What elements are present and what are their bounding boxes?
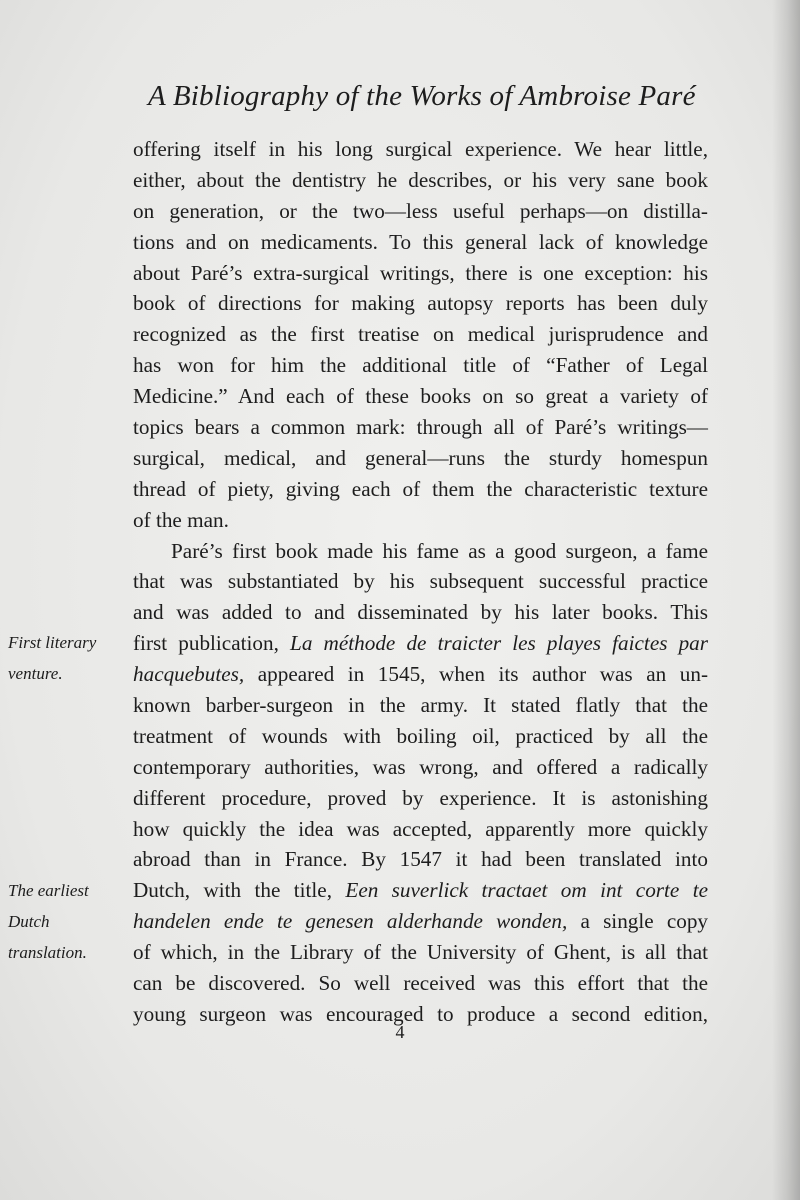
text-line: different procedure, proved by experience. It is astonishing: [133, 785, 708, 810]
text-line: how quickly the idea was accepted, apparently more quickly: [133, 816, 708, 841]
body-text: [133, 134, 708, 1030]
text-line: of which, in the Library of the University of Ghent, is all that: [133, 940, 708, 965]
book-title-italic: handelen ende te genesen alderhande wonden,: [133, 909, 568, 934]
marginal-note-line: venture.: [8, 663, 63, 683]
running-head: A Bibliography of the Works of Ambroise Paré: [148, 80, 696, 112]
spine-shadow: [772, 0, 800, 1200]
text-line: has won for him the additional title of “Father of Legal: [133, 353, 708, 378]
text-line: [133, 628, 708, 659]
text-line: contemporary authorities, was wrong, and offered a radically: [133, 754, 708, 779]
text-line: book of directions for making autopsy reports has been duly: [133, 291, 708, 316]
text-line-paragraph-start: Paré’s first book made his fame as a good surgeon, a fame: [171, 538, 708, 563]
marginal-note-line: The earliest: [8, 881, 89, 900]
text-span: first publication,: [133, 631, 279, 656]
text-line: known barber-surgeon in the army. It stated flatly that the: [133, 693, 708, 718]
text-line: thread of piety, giving each of them the characteristic texture: [133, 476, 708, 501]
text-span: appeared in 1545, when its author was an un-: [257, 662, 709, 687]
text-line: on generation, or the two—less useful perhaps—on distilla-: [133, 198, 708, 223]
text-line: young surgeon was encouraged to produce a second edition,: [133, 1001, 708, 1026]
text-line: of the man.: [133, 507, 229, 532]
text-line: tions and on medicaments. To this general lack of knowledge: [133, 229, 708, 254]
text-span: a single copy: [580, 909, 709, 934]
text-line: about Paré’s extra-surgical writings, there is one exception: his: [133, 260, 708, 285]
marginal-note-first-literary-venture: [8, 628, 96, 690]
book-title-italic: La méthode de traicter les playes faictes par: [290, 631, 709, 656]
text-line: [133, 875, 708, 906]
page-number: 4: [395, 1022, 405, 1042]
text-line: either, about the dentistry he describes, or his very sane book: [133, 167, 708, 192]
text-line: abroad than in France. By 1547 it had been translated into: [133, 847, 708, 872]
book-title-italic: Een suverlick tractaet om int corte te: [345, 878, 708, 903]
marginal-note-line: Dutch: [8, 911, 50, 931]
marginal-note-earliest-dutch-translation: [8, 876, 89, 969]
text-line: topics bears a common mark: through all of Paré’s writings—: [133, 415, 708, 440]
text-line: [133, 659, 708, 690]
marginal-note-line: translation.: [8, 942, 87, 962]
text-line: and was added to and disseminated by his later books. This: [133, 600, 708, 625]
text-line: can be discovered. So well received was this effort that the: [133, 971, 708, 996]
text-line: Medicine.” And each of these books on so great a variety of: [133, 384, 708, 409]
text-line: treatment of wounds with boiling oil, practiced by all the: [133, 723, 708, 748]
marginal-note-line: First literary: [8, 633, 97, 652]
book-title-italic: hacquebutes,: [133, 662, 245, 687]
text-line: offering itself in his long surgical experience. We hear little,: [133, 137, 708, 161]
text-line: [133, 906, 708, 937]
text-span: Dutch, with the title,: [133, 878, 332, 903]
text-line: that was substantiated by his subsequent successful practice: [133, 569, 708, 594]
text-line: surgical, medical, and general—runs the sturdy homespun: [133, 445, 708, 470]
text-line: recognized as the first treatise on medical jurisprudence and: [133, 322, 708, 347]
